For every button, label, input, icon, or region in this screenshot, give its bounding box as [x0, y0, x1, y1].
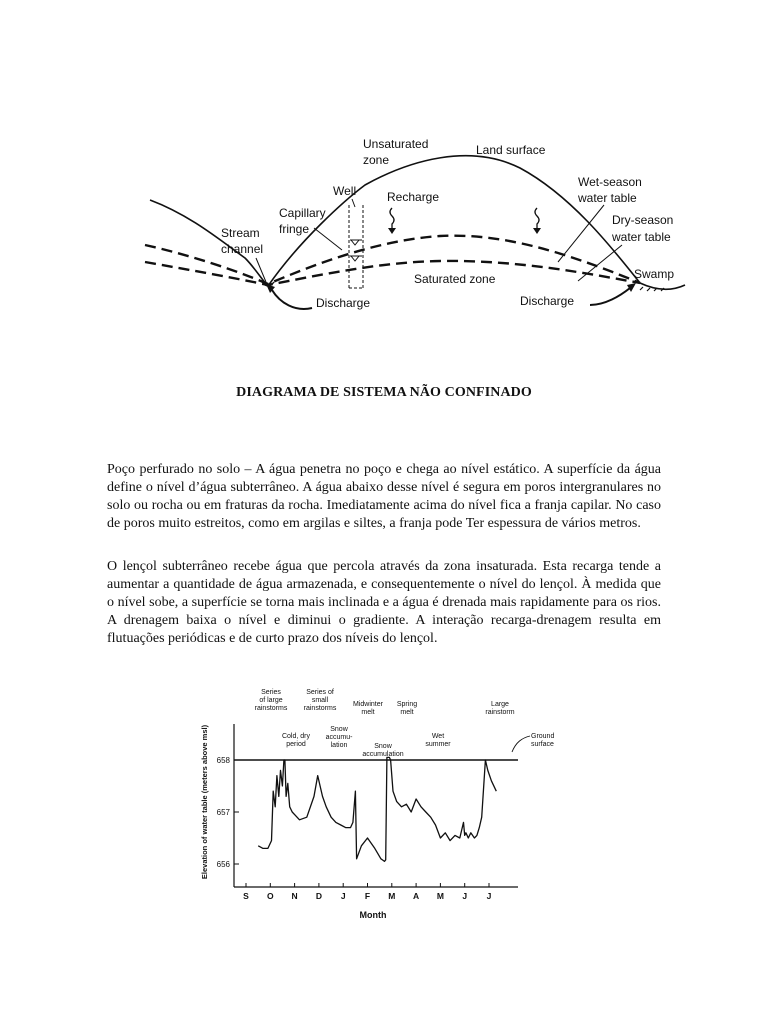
water-table-hydrograph [150, 672, 580, 952]
wet-season-pointer [558, 205, 604, 262]
discharge-arrowhead-right [627, 283, 636, 292]
annotation-line: rainstorms [303, 705, 337, 712]
paragraph-well-description: Poço perfurado no solo – A água penetra no poço e chega ao nível estático. A superfície da água define o nível d’água subterrâneo. A água abaixo desse nível é segura em poros intergranulares no solo ou rocha ou em fraturas da rocha. Imediatamente acima do nível fica a franja capilar. No caso de poros muito estreitos, como em argilas e siltes, a franja pode Ter espessura de vários metros. [107, 462, 661, 531]
x-tick-label: N [291, 891, 298, 901]
stream-channel-label-2: channel [221, 242, 264, 256]
x-tick-label: F [364, 891, 371, 901]
hydrograph-annotations [255, 689, 555, 758]
annotation-a1 [255, 689, 288, 712]
discharge-right-label: Discharge [520, 294, 575, 308]
x-tick-label: J [340, 891, 346, 901]
y-tick-label: 658 [216, 756, 230, 765]
recharge-arrow-right [535, 208, 539, 230]
annotation-line: Spring [396, 701, 418, 708]
annotation-line: Large [491, 701, 509, 708]
x-tick-label: S [243, 891, 249, 901]
annotation-line: rainstorms [254, 705, 288, 712]
discharge-left-label: Discharge [316, 296, 371, 310]
y-tick-label: 656 [216, 860, 230, 869]
annotation-line: of large [259, 697, 283, 704]
well-label: Well [333, 184, 357, 198]
annotation-line: Series of [306, 689, 334, 696]
discharge-arrow-right [590, 288, 630, 305]
annotation-a2 [304, 689, 337, 712]
recharge-label: Recharge [387, 190, 440, 204]
capillary-pointer [314, 228, 342, 250]
annotation-b3 [362, 743, 403, 758]
annotation-b1 [282, 733, 311, 748]
unsaturated-zone-label-2: zone [363, 153, 390, 167]
stream-channel-label-1: Stream [221, 226, 260, 240]
annotation-a3 [353, 701, 384, 716]
annotation-line: Snow [330, 726, 348, 733]
annotation-line: lation [330, 742, 348, 749]
annotation-line: Series [261, 689, 281, 696]
wet-season-water-table [145, 236, 640, 284]
annotation-line: Wet [431, 733, 445, 740]
annotation-line: summer [425, 741, 451, 748]
well [349, 205, 363, 288]
capillary-fringe-label-1: Capillary [279, 206, 326, 220]
wet-season-label-1: Wet-season [578, 175, 642, 189]
dry-season-label-1: Dry-season [612, 213, 674, 227]
water-table-series-line [258, 757, 496, 861]
hydrograph-series [258, 757, 496, 861]
y-axis-title: Elevation of water table (meters above msl) [200, 724, 209, 880]
x-tick-label: M [388, 891, 396, 901]
annotation-line: Snow [374, 743, 392, 750]
annotation-line: Midwinter [353, 701, 383, 708]
annotation-line: Ground [531, 733, 555, 740]
annotation-line: melt [400, 709, 414, 716]
annotation-b2 [326, 726, 354, 749]
annotation-line: surface [531, 741, 554, 748]
paragraph-recharge-discharge: O lençol subterrâneo recebe água que percola através da zona insaturada. Esta recarga tende a aumentar a quantidade de água armazenada, e consequentemente o nível do lençol. À medida que o nível sobe, a superfície se torna mais inclinada e a água é drenada mais rapidamente para os rios. A drenagem baixa o nível e diminui o gradiente. A interação recarga-drenagem resulta em flutuações periódicas e de curto prazo dos níveis do lençol. [107, 559, 661, 646]
annotation-line: rainstorm [485, 709, 515, 716]
capillary-fringe-label-2: fringe [279, 222, 310, 236]
recharge-arrowhead-left [388, 228, 396, 234]
land-surface-label: Land surface [476, 143, 546, 157]
document-heading: DIAGRAMA DE SISTEMA NÃO CONFINADO [236, 385, 532, 400]
x-tick-label: J [486, 891, 492, 901]
dry-season-label-2: water table [612, 230, 671, 244]
unsaturated-zone-label-1: Unsaturated [363, 137, 429, 151]
x-tick-label: A [413, 891, 420, 901]
x-tick-label: M [436, 891, 444, 901]
y-tick-label: 657 [216, 808, 230, 817]
x-tick-label: J [462, 891, 468, 901]
well-pointer [352, 199, 355, 207]
recharge-arrowhead-right [533, 228, 541, 234]
annotation-line: accumulation [362, 751, 404, 758]
annotation-line: small [311, 697, 329, 704]
annotation-a4 [397, 701, 417, 716]
annotation-b4 [425, 733, 451, 748]
annotation-line: period [286, 741, 306, 748]
annotation-a5 [485, 701, 514, 716]
recharge-arrow-left [390, 208, 394, 230]
swamp-label: Swamp [634, 267, 675, 281]
x-axis-title: Month [359, 910, 387, 920]
annotation-ground [531, 733, 554, 748]
discharge-arrow-left [272, 290, 312, 309]
unconfined-aquifer-diagram [0, 0, 768, 330]
x-tick-label: O [266, 891, 274, 901]
x-tick-label: D [315, 891, 322, 901]
annotation-line: melt [361, 709, 375, 716]
annotation-line: accumu- [325, 734, 353, 741]
swamp-ground [640, 283, 685, 289]
ground-surface-pointer [512, 736, 530, 752]
annotation-line: Cold, dry [281, 733, 311, 740]
saturated-zone-label: Saturated zone [414, 272, 496, 286]
wet-season-label-2: water table [578, 191, 637, 205]
